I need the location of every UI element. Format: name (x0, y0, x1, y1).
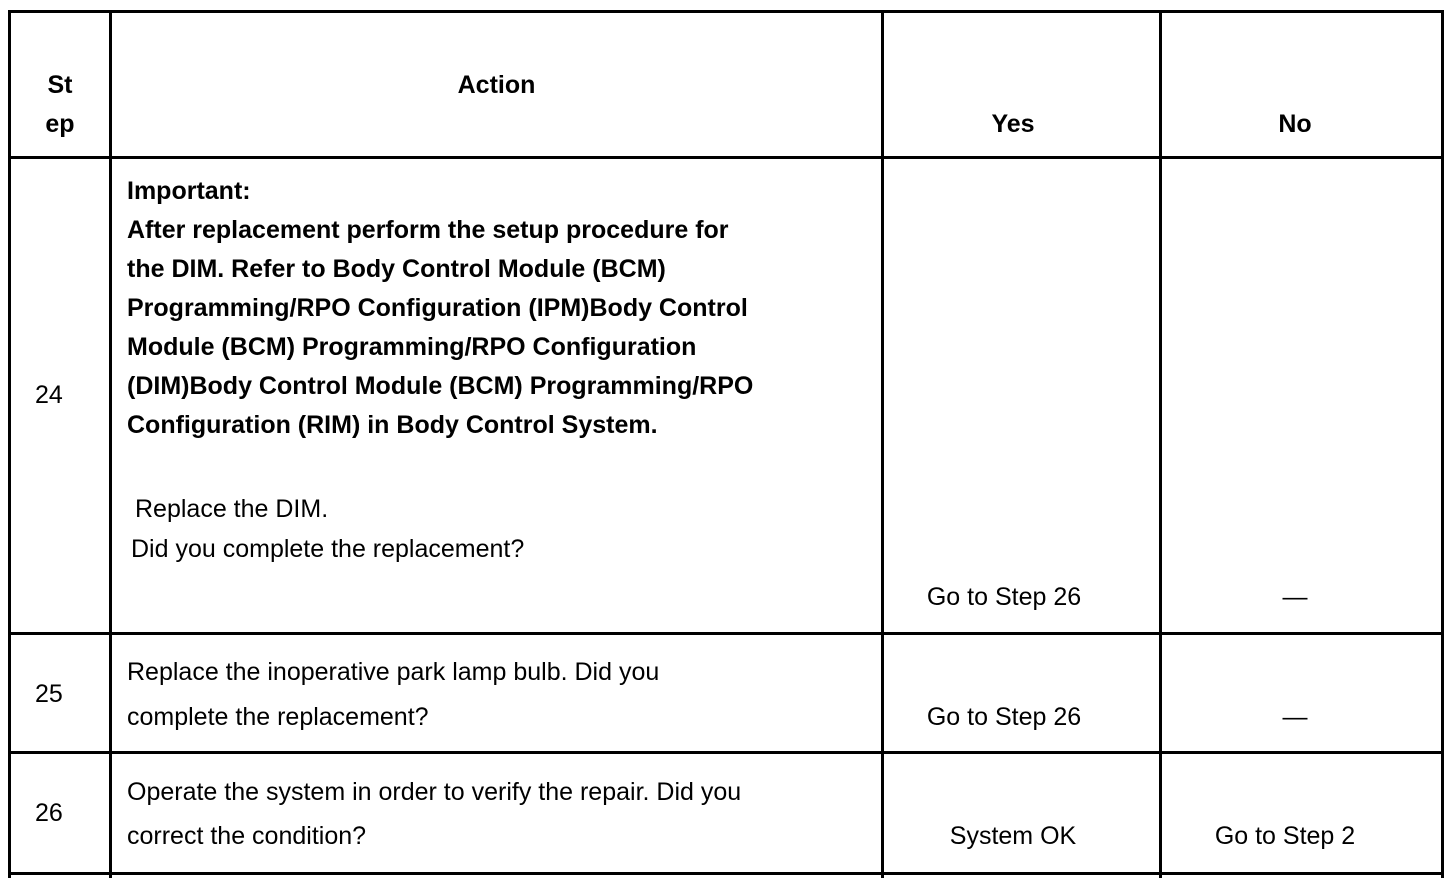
important-line: (DIM)Body Control Module (BCM) Programming/RPO (127, 372, 754, 400)
no-result: — (1282, 583, 1308, 611)
yes-result: Go to Step 26 (926, 703, 1082, 731)
table-border-top (8, 10, 1444, 13)
important-line: After replacement perform the setup procedure for (127, 216, 729, 244)
no-result: — (1282, 703, 1308, 731)
important-line: Module (BCM) Programming/RPO Configuration (127, 333, 697, 361)
no-result: Go to Step 2 (1214, 822, 1356, 850)
step-number: 24 (35, 381, 63, 409)
header-step-line2: ep (45, 110, 75, 138)
table-border-right (1441, 10, 1444, 878)
header-action: Action (457, 71, 536, 99)
action-text: Did you complete the replacement? (131, 535, 525, 563)
important-line: Configuration (RIM) in Body Control System. (127, 411, 658, 439)
action-text: Operate the system in order to verify the repair. Did you (127, 778, 742, 806)
important-line: Programming/RPO Configuration (IPM)Body Control (127, 294, 748, 322)
yes-result: System OK (949, 822, 1077, 850)
header-step-line1: St (47, 71, 73, 99)
row-divider (8, 751, 1444, 754)
header-no: No (1278, 110, 1312, 138)
action-text: complete the replacement? (127, 703, 429, 731)
action-text: Replace the inoperative park lamp bulb. Did you (127, 658, 660, 686)
header-step (11, 66, 109, 144)
column-divider (109, 10, 112, 878)
step-number: 25 (35, 680, 63, 708)
important-line: the DIM. Refer to Body Control Module (BCM) (127, 255, 666, 283)
important-label: Important: (127, 177, 251, 205)
action-text: Replace the DIM. (135, 495, 329, 523)
action-text: correct the condition? (127, 822, 367, 850)
header-yes: Yes (991, 110, 1035, 138)
table-border-bottom (8, 872, 1444, 875)
important-note (127, 172, 753, 445)
step-number: 26 (35, 799, 63, 827)
header-divider (8, 156, 1444, 159)
yes-result: Go to Step 26 (926, 583, 1082, 611)
row-divider (8, 632, 1444, 635)
